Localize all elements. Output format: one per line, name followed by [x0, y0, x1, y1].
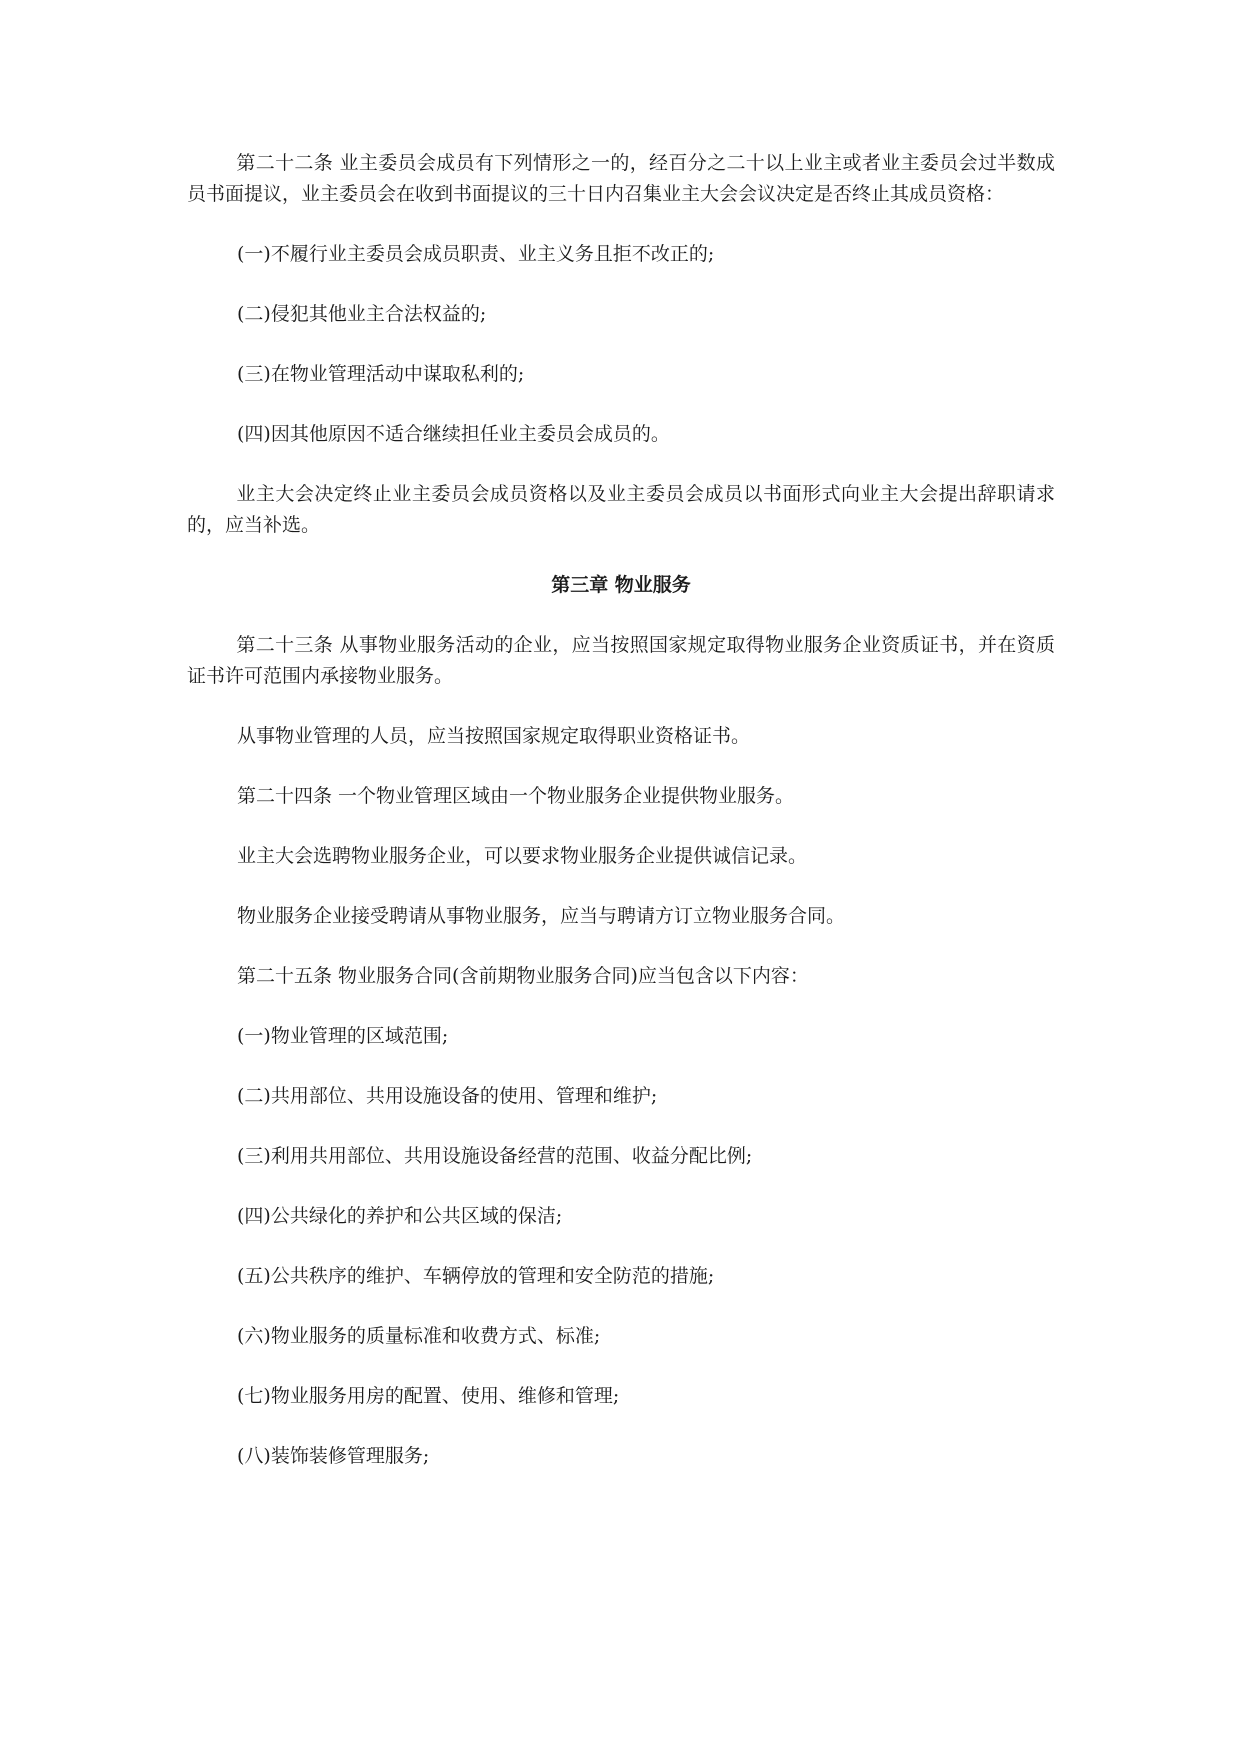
article-22-item-3: (三)在物业管理活动中谋取私利的; [237, 363, 525, 385]
chapter-3-title: 第三章 物业服务 [551, 574, 691, 596]
document-body [187, 148, 1055, 1472]
article-25-item-3: (三)利用共用部位、共用设施设备经营的范围、收益分配比例; [237, 1145, 753, 1167]
article-25-item-4: (四)公共绿化的养护和公共区域的保洁; [237, 1205, 563, 1227]
article-24-text-2: 业主大会选聘物业服务企业，可以要求物业服务企业提供诚信记录。 [237, 845, 808, 867]
article-22-closing: 业主大会决定终止业主委员会成员资格以及业主委员会成员以书面形式向业主大会提出辞职请求的，应当补选。 [187, 483, 1055, 536]
article-22-item-4: (四)因其他原因不适合继续担任业主委员会成员的。 [237, 423, 670, 445]
article-25-item-2: (二)共用部位、共用设施设备的使用、管理和维护; [237, 1085, 658, 1107]
article-25-item-5: (五)公共秩序的维护、车辆停放的管理和安全防范的措施; [237, 1265, 715, 1287]
article-22-intro: 第二十二条 业主委员会成员有下列情形之一的，经百分之二十以上业主或者业主委员会过半数成员书面提议，业主委员会在收到书面提议的三十日内召集业主大会会议决定是否终止其成员资格： [187, 152, 1055, 205]
article-25-item-6: (六)物业服务的质量标准和收费方式、标准; [237, 1325, 601, 1347]
article-22-item-2: (二)侵犯其他业主合法权益的; [237, 303, 487, 325]
article-22-item-1: (一)不履行业主委员会成员职责、业主义务且拒不改正的; [237, 243, 715, 265]
article-23-text: 第二十三条 从事物业服务活动的企业，应当按照国家规定取得物业服务企业资质证书，并在资质证书许可范围内承接物业服务。 [187, 634, 1055, 687]
article-24-text-3: 物业服务企业接受聘请从事物业服务，应当与聘请方订立物业服务合同。 [237, 905, 846, 927]
article-25-intro: 第二十五条 物业服务合同(含前期物业服务合同)应当包含以下内容： [237, 965, 809, 987]
article-24-text: 第二十四条 一个物业管理区域由一个物业服务企业提供物业服务。 [237, 785, 795, 807]
article-23-text-2: 从事物业管理的人员，应当按照国家规定取得职业资格证书。 [237, 725, 751, 747]
article-25-item-1: (一)物业管理的区域范围; [237, 1025, 449, 1047]
article-25-item-8: (八)装饰装修管理服务; [237, 1445, 430, 1467]
article-25-item-7: (七)物业服务用房的配置、使用、维修和管理; [237, 1385, 620, 1407]
